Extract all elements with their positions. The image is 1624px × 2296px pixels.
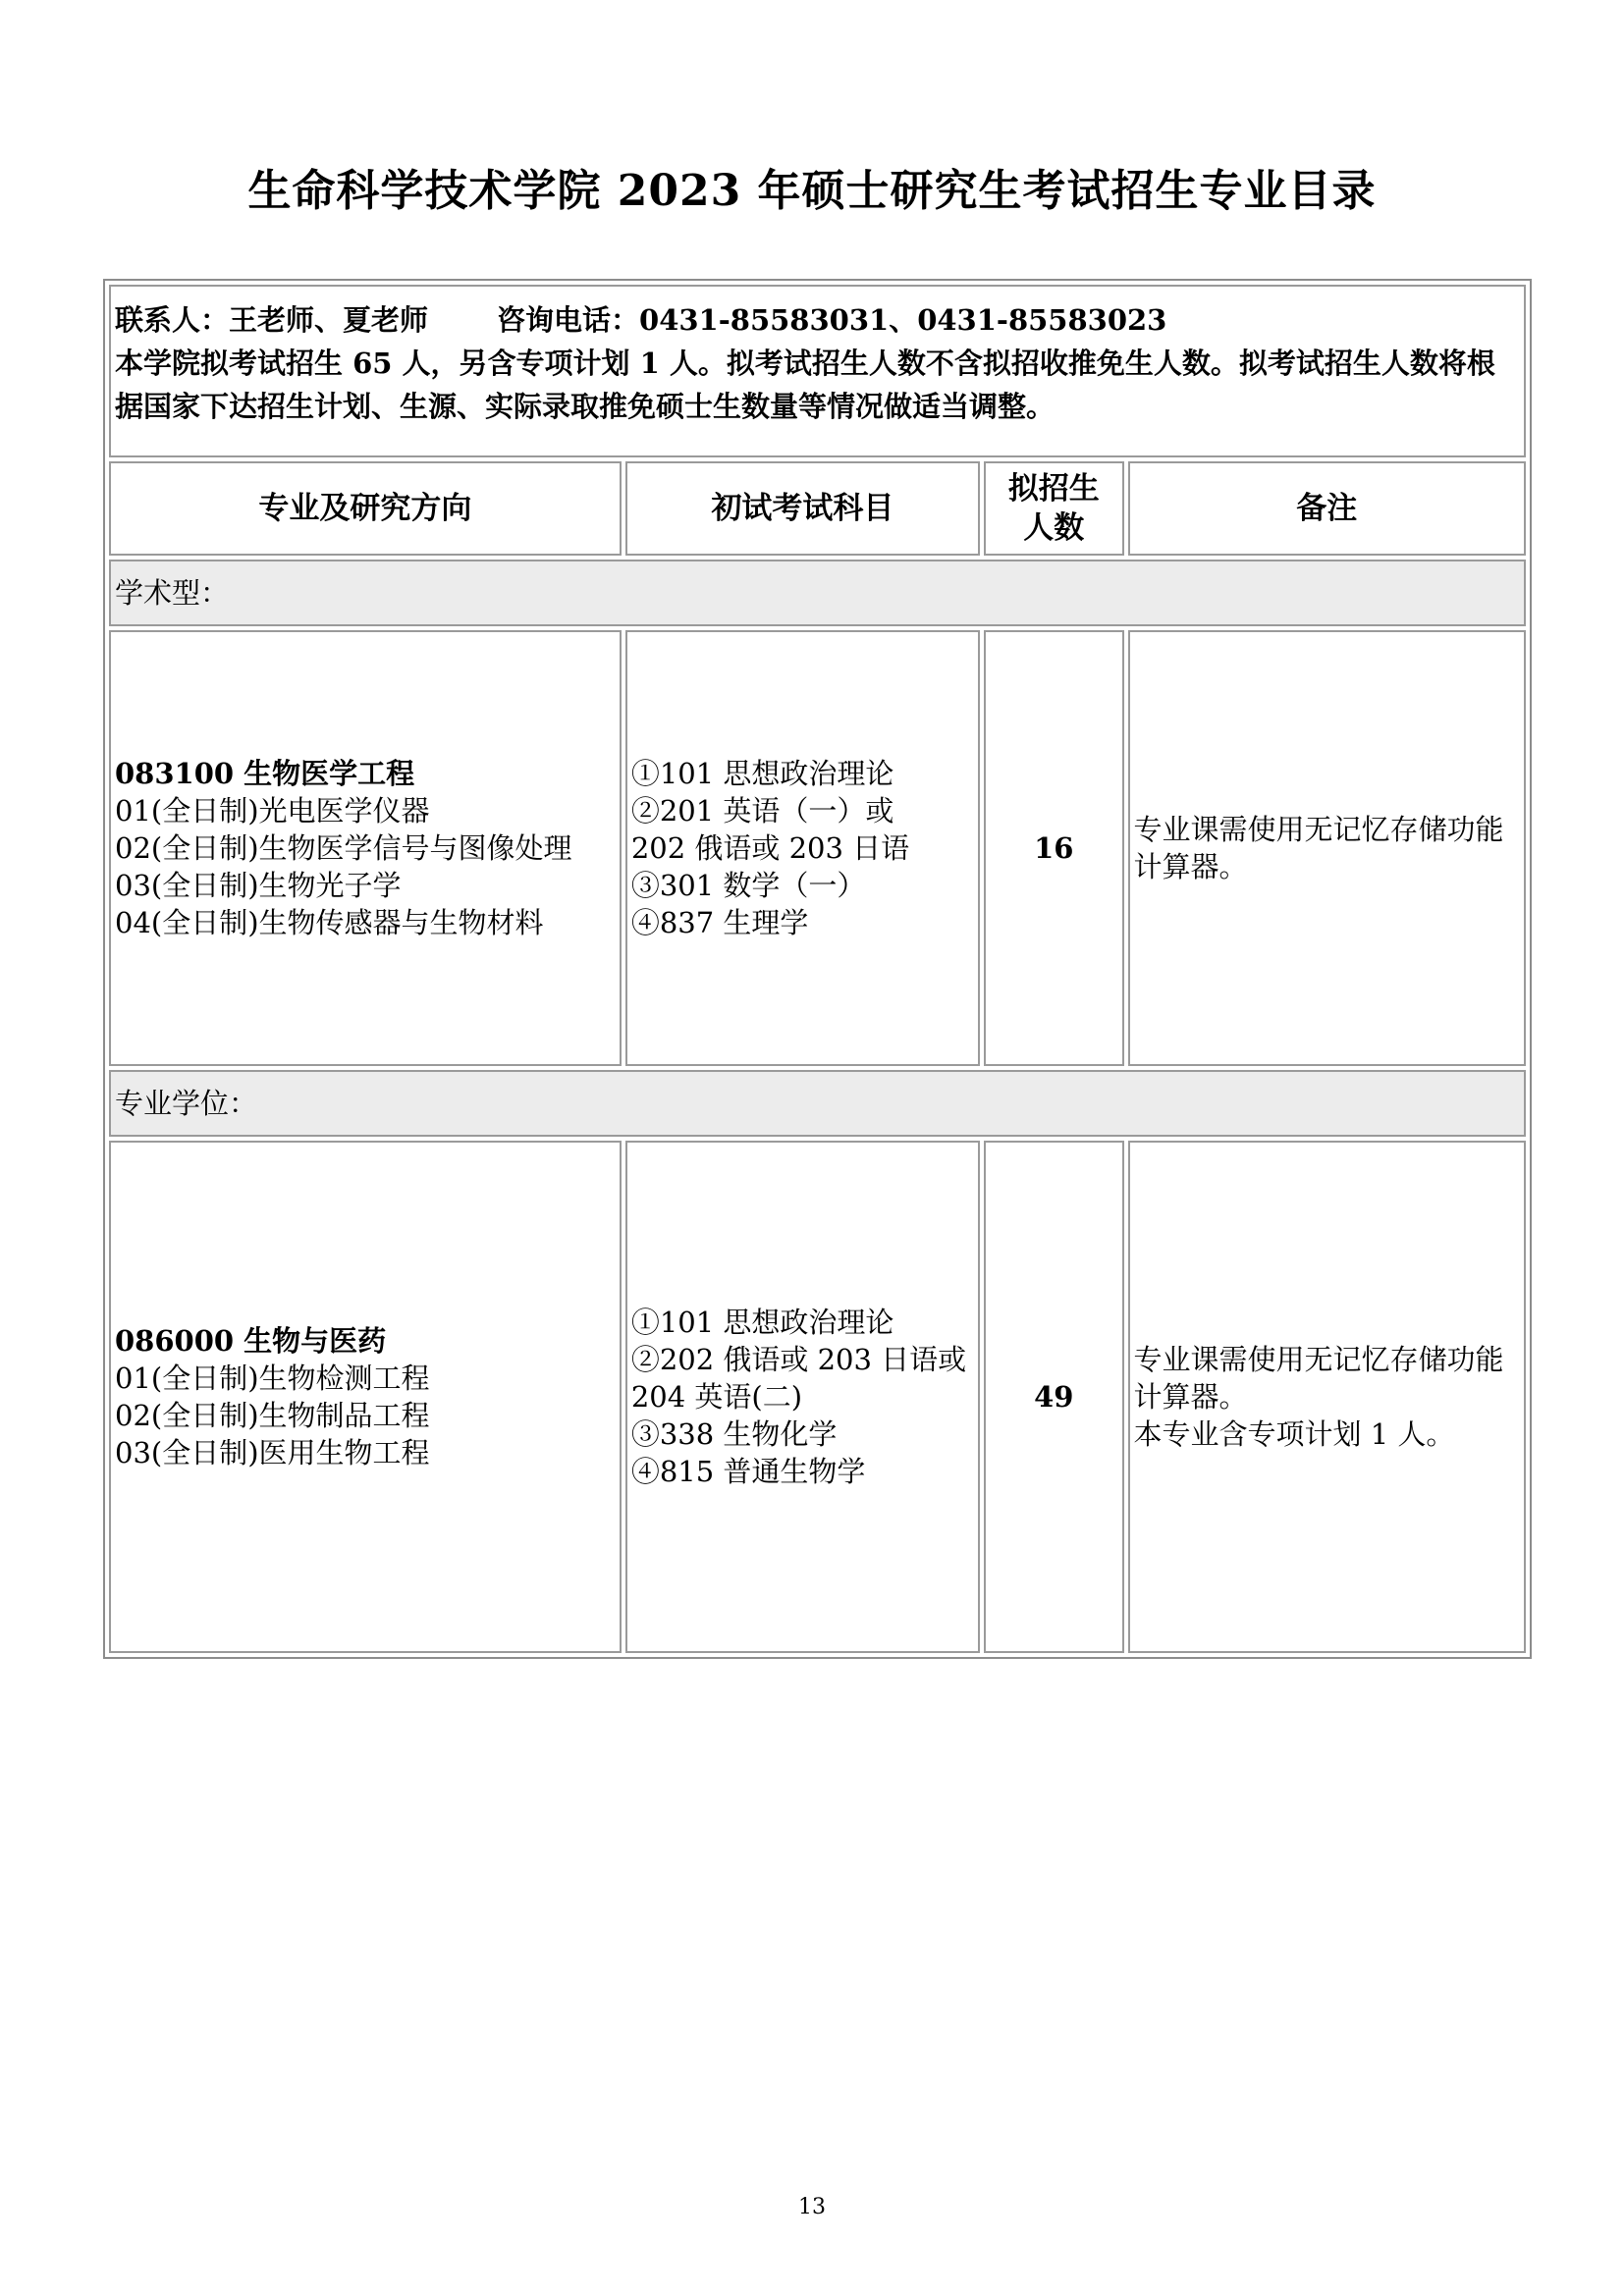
exam-subjects-cell	[625, 1141, 980, 1653]
research-direction: 02(全日制)生物制品工程	[115, 1399, 430, 1432]
remark-line: 专业课需使用无记忆存储功能	[1133, 813, 1504, 846]
table-header-row	[109, 461, 1526, 556]
major-row-083100	[109, 630, 1526, 1066]
contact-phone: 咨询电话：0431-85583031、0431-85583023	[497, 303, 1167, 337]
exam-subject: ①101 思想政治理论	[630, 757, 894, 790]
enrollment-catalog-table	[103, 279, 1532, 1659]
exam-subject: 204 英语(二)	[630, 1380, 803, 1414]
exam-subject: ④837 生理学	[630, 906, 809, 939]
research-direction: 04(全日制)生物传感器与生物材料	[115, 906, 544, 939]
contact-row	[109, 285, 1526, 457]
research-direction: 02(全日制)生物医学信号与图像处理	[115, 831, 572, 865]
major-row-086000	[109, 1141, 1526, 1653]
section-label: 学术型：	[109, 560, 1526, 626]
header-quota	[984, 461, 1123, 556]
major-code-name: 086000 生物与医药	[115, 1324, 387, 1358]
exam-subjects-cell	[625, 630, 980, 1066]
section-row-professional	[109, 1070, 1526, 1137]
exam-subject: ③338 生物化学	[630, 1417, 838, 1451]
remark-line: 计算器。	[1133, 850, 1248, 883]
major-cell	[109, 630, 622, 1066]
header-exam: 初试考试科目	[625, 461, 980, 556]
enrollment-note: 本学院拟考试招生 65 人，另含专项计划 1 人。拟考试招生人数不含拟招收推免生人数。拟考试招生人数将根据国家下达招生计划、生源、实际录取推免硕士生数量等情况做适当调整。	[115, 347, 1495, 423]
major-code-name: 083100 生物医学工程	[115, 757, 415, 790]
exam-subject: ③301 数学（一）	[630, 869, 866, 902]
section-row-academic	[109, 560, 1526, 626]
quota-cell: 49	[984, 1141, 1123, 1653]
exam-subject: 202 俄语或 203 日语	[630, 831, 910, 865]
page-title: 生命科学技术学院 2023 年硕士研究生考试招生专业目录	[247, 166, 1377, 216]
exam-subject: ①101 思想政治理论	[630, 1306, 894, 1339]
major-cell	[109, 1141, 622, 1653]
header-remarks: 备注	[1128, 461, 1526, 556]
remark-line: 本专业含专项计划 1 人。	[1133, 1417, 1455, 1451]
quota-cell: 16	[984, 630, 1123, 1066]
research-direction: 01(全日制)光电医学仪器	[115, 794, 430, 828]
remark-line: 计算器。	[1133, 1380, 1248, 1414]
contact-info-cell	[109, 285, 1526, 457]
research-direction: 03(全日制)医用生物工程	[115, 1436, 430, 1469]
exam-subject: ②201 英语（一）或	[630, 794, 894, 828]
header-quota-line2: 人数	[1023, 510, 1085, 546]
page-number: 13	[798, 2195, 826, 2219]
research-direction: 03(全日制)生物光子学	[115, 869, 402, 902]
exam-subject: ②202 俄语或 203 日语或	[630, 1343, 967, 1376]
contact-person: 联系人：王老师、夏老师	[115, 303, 429, 337]
remark-line: 专业课需使用无记忆存储功能	[1133, 1343, 1504, 1376]
remarks-cell	[1128, 630, 1526, 1066]
research-direction: 01(全日制)生物检测工程	[115, 1362, 430, 1395]
remarks-cell	[1128, 1141, 1526, 1653]
header-major: 专业及研究方向	[109, 461, 622, 556]
section-label: 专业学位：	[109, 1070, 1526, 1137]
header-quota-line1: 拟招生	[1007, 471, 1100, 507]
exam-subject: ④815 普通生物学	[630, 1455, 866, 1488]
